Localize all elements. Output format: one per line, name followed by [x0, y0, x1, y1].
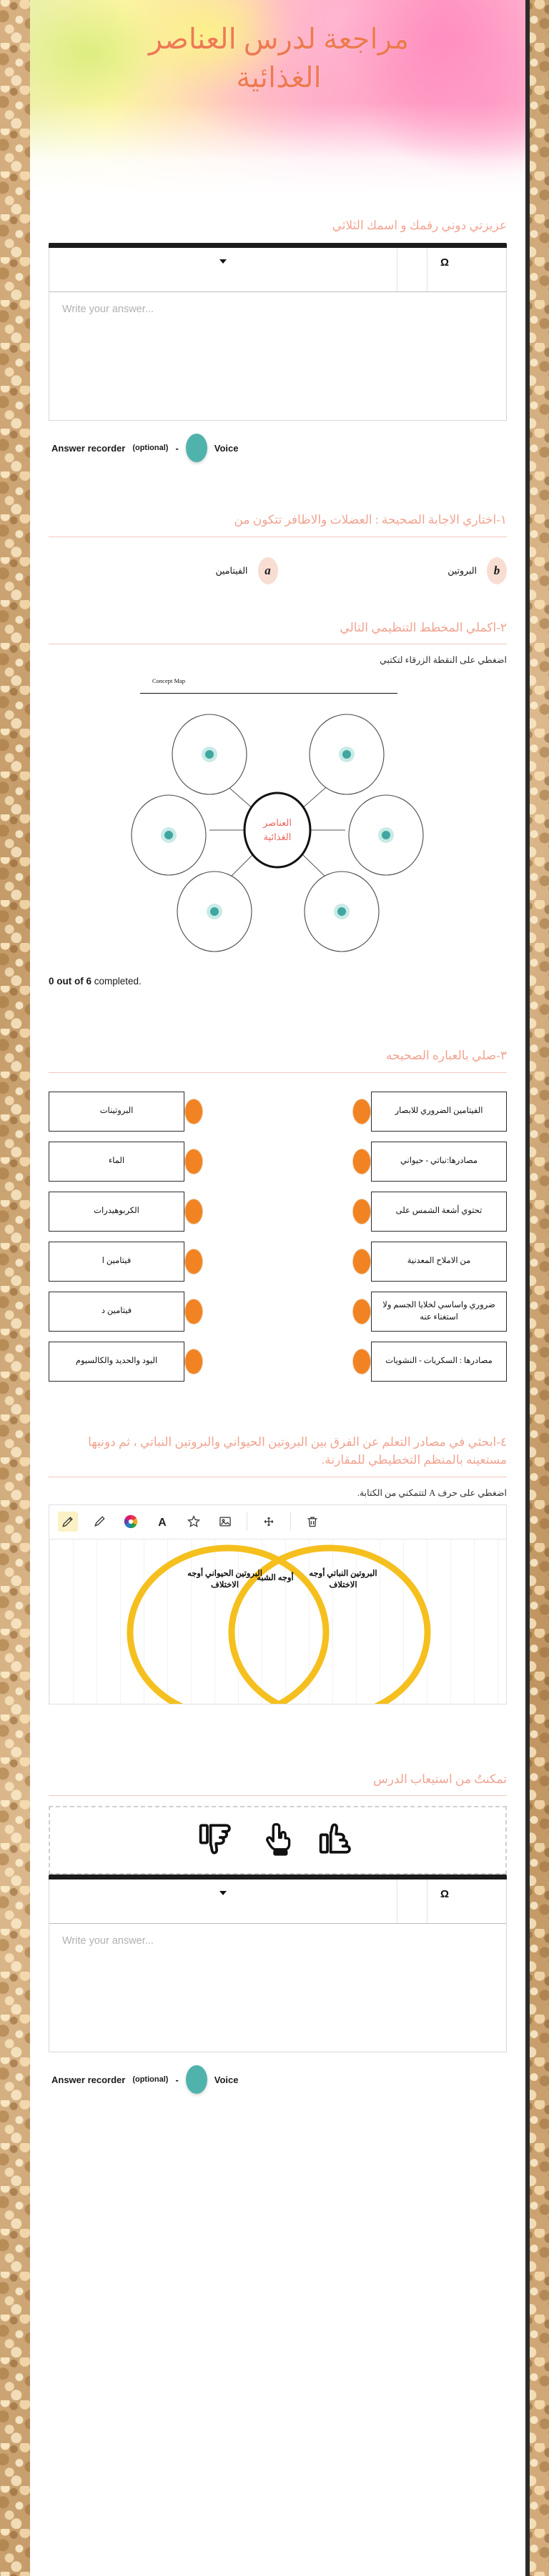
- question-1-section: [30, 495, 525, 603]
- question-4-section: [30, 1417, 525, 1704]
- matching-row: [49, 1242, 507, 1282]
- match-box-right[interactable]: من الاملاح المعدنية: [371, 1242, 507, 1282]
- editor-toolbar: [49, 1879, 507, 1924]
- recorder-optional-label: (optional): [132, 444, 169, 452]
- mcq-option-b[interactable]: [278, 557, 508, 584]
- toolbar-separator: [290, 1512, 291, 1531]
- concept-map: [49, 672, 507, 972]
- match-dot-left[interactable]: [184, 1099, 203, 1124]
- svg-text:الغذائية: الغذائية: [263, 832, 292, 842]
- question-5-section: [30, 1754, 525, 2099]
- voice-label: Voice: [214, 2074, 239, 2085]
- question-5-rule: [49, 1795, 507, 1796]
- match-dot-left[interactable]: [184, 1349, 203, 1374]
- answer-editor-1: [49, 243, 507, 466]
- mcq-option-a[interactable]: [49, 557, 278, 584]
- trash-icon[interactable]: [302, 1512, 322, 1532]
- question-2-hint: اضغطي على النقطة الزرقاء لتكتبي: [380, 655, 507, 665]
- pointing-hand-icon[interactable]: [259, 1817, 297, 1864]
- match-box-left[interactable]: الكربوهيدرات: [49, 1192, 184, 1232]
- progress-count: 0 out of 6: [49, 976, 92, 987]
- match-box-left[interactable]: اليود والحديد والكالسيوم: [49, 1342, 184, 1382]
- text-a-icon[interactable]: [152, 1512, 172, 1532]
- match-box-right[interactable]: تحتوي أشعة الشمس على: [371, 1192, 507, 1232]
- chevron-down-icon: [219, 1891, 227, 1895]
- venn-canvas[interactable]: [49, 1539, 506, 1704]
- image-icon[interactable]: [215, 1512, 235, 1532]
- hero-banner: [30, 0, 525, 243]
- color-wheel-icon[interactable]: [121, 1512, 141, 1532]
- thumbs-up-icon[interactable]: [316, 1817, 360, 1864]
- match-dot-right[interactable]: [352, 1299, 371, 1324]
- venn-center-label: أوجه الشبه: [257, 1573, 294, 1582]
- question-3-section: [30, 1031, 525, 1404]
- question-4-hint: اضغطي على حرف A لتتمكني من الكتابة.: [357, 1487, 507, 1498]
- feedback-reaction-box: [49, 1806, 507, 1874]
- match-dot-right[interactable]: [352, 1099, 371, 1124]
- worksheet-page: [30, 0, 525, 2576]
- match-box-right[interactable]: مصادرها : السكريات - النشويات: [371, 1342, 507, 1382]
- matching-list: [49, 1083, 507, 1404]
- answer-recorder-row-2: [49, 2052, 507, 2098]
- editor-titlebar: [49, 243, 507, 248]
- chevron-down-icon: [219, 259, 227, 264]
- brush-icon[interactable]: [89, 1512, 109, 1532]
- match-dot-right[interactable]: [352, 1349, 371, 1374]
- match-box-right[interactable]: مصادرها:نباتي - حيواني: [371, 1142, 507, 1182]
- matching-row: [49, 1342, 507, 1382]
- venn-diagram: [49, 1539, 506, 1704]
- question-5-title: تمكنتُ من استيعاب الدرس: [373, 1772, 507, 1786]
- mcq-label-a: الفيتامين: [215, 565, 248, 576]
- matching-row: [49, 1092, 507, 1132]
- svg-text:A: A: [158, 1516, 167, 1529]
- mcq-bubble-a[interactable]: a: [258, 557, 278, 584]
- concept-map-graphic: [49, 703, 507, 960]
- svg-text:العناصر: العناصر: [263, 817, 292, 828]
- answer-recorder-row-1: [49, 421, 507, 466]
- font-select[interactable]: [49, 1879, 397, 1923]
- answer-input-1[interactable]: Write your answer...: [49, 292, 507, 421]
- pencil-icon[interactable]: [58, 1512, 78, 1532]
- microphone-icon[interactable]: [186, 434, 207, 462]
- match-dot-left[interactable]: [184, 1149, 203, 1174]
- answer-input-2[interactable]: Write your answer...: [49, 1924, 507, 2052]
- toolbar-divider: [397, 1879, 427, 1923]
- match-box-left[interactable]: فيتامين ا: [49, 1242, 184, 1282]
- question-1-options: [49, 547, 507, 603]
- recorder-label: Answer recorder: [51, 2074, 126, 2085]
- question-1-title: ١-اختاري الاجابة الصحيحة : العضلات والاظافر تتكون من: [234, 513, 507, 526]
- recorder-dash: -: [175, 2074, 179, 2085]
- match-dot-right[interactable]: [352, 1199, 371, 1224]
- concept-map-rule: [140, 693, 397, 694]
- star-icon[interactable]: [184, 1512, 204, 1532]
- editor-toolbar: [49, 248, 507, 292]
- match-box-left[interactable]: الماء: [49, 1142, 184, 1182]
- match-box-left[interactable]: البروتينات: [49, 1092, 184, 1132]
- concept-map-title: Concept Map: [152, 677, 186, 684]
- move-icon[interactable]: [259, 1512, 279, 1532]
- recorder-label: Answer recorder: [51, 442, 126, 454]
- progress-suffix: completed.: [92, 976, 142, 987]
- concept-map-progress: [49, 972, 507, 987]
- match-dot-right[interactable]: [352, 1149, 371, 1174]
- question-2-section: [30, 603, 525, 987]
- mcq-label-b: البروتين: [447, 565, 477, 576]
- question-2-title: ٢-اكملي المخطط التنظيمي التالي: [340, 620, 507, 634]
- question-1-rule: [49, 536, 507, 537]
- microphone-icon[interactable]: [186, 2065, 207, 2094]
- mcq-bubble-b[interactable]: b: [487, 557, 507, 584]
- question-3-title: ٣-صلي بالعباره الصحيحه: [385, 1049, 507, 1062]
- special-character-button[interactable]: Ω: [440, 1888, 450, 1900]
- venn-left-label: البروتين الحيواني أوجه الاختلاف: [187, 1569, 262, 1590]
- recorder-optional-label: (optional): [132, 2075, 169, 2084]
- matching-row: [49, 1292, 507, 1332]
- editor-titlebar: [49, 1874, 507, 1879]
- match-dot-left[interactable]: [184, 1199, 203, 1224]
- question-3-rule: [49, 1072, 507, 1073]
- toolbar-divider: [397, 248, 427, 291]
- page-title: مراجعة لدرس العناصر الغذائية: [148, 23, 410, 94]
- thumbs-down-icon[interactable]: [196, 1817, 240, 1864]
- question-4-title: ٤-ابحثي في مصادر التعلم عن الفرق بين البروتين الحيواني والبروتين النباتي ، ثم دونيها مستعينه بالمنظم التخطيطي للمقارنة.: [88, 1434, 507, 1467]
- match-dot-left[interactable]: [184, 1299, 203, 1324]
- drawing-canvas-card: [49, 1504, 507, 1704]
- matching-row: [49, 1192, 507, 1232]
- special-character-button[interactable]: Ω: [440, 256, 450, 269]
- font-select[interactable]: [49, 248, 397, 291]
- match-dot-left[interactable]: [184, 1249, 203, 1274]
- drawing-toolbar: [49, 1505, 506, 1539]
- match-dot-right[interactable]: [352, 1249, 371, 1274]
- match-box-right[interactable]: الفيتامين الضروري للابصار: [371, 1092, 507, 1132]
- hero-subtitle: عزيزتي دوني رقمك و اسمك الثلاثي: [332, 219, 507, 232]
- match-box-left[interactable]: فيتامين د: [49, 1292, 184, 1332]
- match-box-right[interactable]: ضروري واساسي لخلايا الجسم ولا استغناء عنه: [371, 1292, 507, 1332]
- answer-editor-2: [49, 1874, 507, 2098]
- recorder-dash: -: [175, 442, 179, 454]
- intro-answer-section: [30, 243, 525, 466]
- matching-row: [49, 1142, 507, 1182]
- voice-label: Voice: [214, 442, 239, 454]
- venn-right-label: البروتين النباتي أوجه الاختلاف: [309, 1569, 377, 1590]
